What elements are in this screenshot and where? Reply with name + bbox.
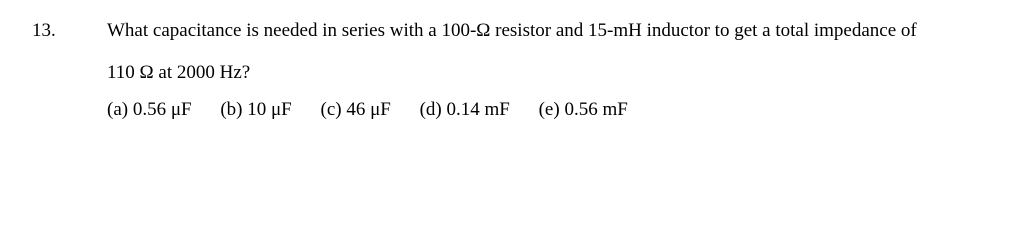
question-number: 13. bbox=[32, 20, 56, 41]
choice-d: (d) 0.14 mF bbox=[419, 99, 510, 120]
question-text-line-1: What capacitance is needed in series with a 100-Ω resistor and 15-mH inductor to get a total impedance of bbox=[107, 20, 917, 41]
choice-e: (e) 0.56 mF bbox=[538, 99, 628, 120]
question-text-line-2: 110 Ω at 2000 Hz? bbox=[107, 62, 251, 83]
choice-c: (c) 46 μF bbox=[320, 99, 391, 120]
choice-b: (b) 10 μF bbox=[220, 99, 292, 120]
choice-a: (a) 0.56 μF bbox=[107, 99, 192, 120]
answer-choices bbox=[107, 97, 628, 123]
